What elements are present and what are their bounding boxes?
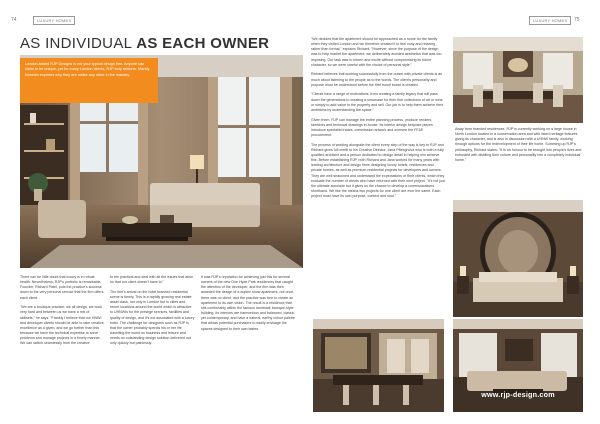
- dining-room-photo: [453, 37, 583, 123]
- paragraph: There can be little doubt that luxury is in robust health. Nevertheless, RJP's portfolio is remarkable. Founder, Richard Patel, puts the practice's success down to the very personal service that the firm offers each client.: [20, 275, 104, 300]
- body-column-4: [311, 37, 445, 204]
- body-column-2: [110, 275, 195, 351]
- intro-box: [20, 58, 158, 103]
- paragraph: "We are a boutique practice: we all design, we work very hard and between us we have a mix of skillsets," he says. "Frankly I believe that our HNWI and developer clients should be able to take creative excellence as a given, and we go further than this because we have the technical expertise to solve problems and manage projects in a timely manner. We can switch seamlessly from the creative: [20, 305, 104, 346]
- right-section-tag: LUXURY HOMES: [529, 16, 571, 25]
- bedroom-photo: [453, 200, 583, 317]
- paragraph: "Clients have a range of motivations, from creating a family legacy that will pass down the generations to creating a showcase for their fine collections of art or wine or simply to add value to the property and sell. Our job is to help them achieve their ambitions by understanding the space.": [311, 92, 444, 112]
- paragraph: to the practical and deal with all the issues that arise so that our client doesn't have to.": [110, 275, 194, 285]
- article-title: [20, 35, 269, 52]
- left-page-number: 74: [11, 17, 17, 23]
- title-bold: AS EACH OWNER: [136, 35, 270, 52]
- paragraph: "We decided that the apartment should be approached as a home for the family when they visited London and we therefore created it to feel cosy and relaxing rather than formal," explains Richard. "However, since the purpose of the design was to help market the apartment, we deliberately avoided aesthetics that was too imposing. Our task was to inform and excite without compromising its future character, so we were careful with the choice of personal style.": [311, 37, 442, 67]
- lounge-photo: [453, 319, 583, 412]
- paragraph: Away from branded residences, RJP is currently working on a large house in North London located in a conservation area and with listed heritage features giving its character, and is also in discussion with a UHNW family, working through options for the redevelopment of their life home. Summing up RJP's philosophy, Richard states: "It is an honour to be brought into people's lives and entrusted with distilling their culture and personality into a completely individual home.": [455, 127, 582, 162]
- paragraph: Richard believes that working successfully from the outset with private clients is as much about listening to the people as to the words. The client's personality and purpose must be understood before the first mood board is created.: [311, 72, 443, 87]
- paragraph: It was RJP's reputation for achieving just this for several owners of the new One Hyde Park residences that caught the attention of the developer, and the firm was then awarded the design of a duplex show apartment, not once, there was no client, and the practice was free to create an apartment to its own vision. The result is a residence that sits comfortably within the famous landmark baroque-style building. Its interiors are harmonious and balanced, classic yet contemporary, and have a natural, earthy colour palette that allows potential purchasers to easily envisage the spaces designed to their own tastes.: [201, 275, 295, 331]
- kitchen-photo: [313, 319, 444, 412]
- paragraph: The process of working alongside the client every step of the way is key to RJP and Richard gives full credit to his Creative Director, Jana Pfleeghova who is both a fully qualified architect and a person dedicated to design detail in helping him achieve this. Before establishing RJP, both Richard and Jana worked for many years with leading architecture and design firms designing luxury hotels, residences and private homes, as well as premium residential projects for developers and owners. They are well seasoned and understand the expectations of their clients, which they evaluate the number of clients who have returned with their next project. "It's not just the ultimate accolade but it gives us the chance to develop a communications shorthand. We like the means two projects for one client are ever the same. Each project must have its own purpose, context and soul.": [311, 142, 446, 199]
- body-column-5: [455, 127, 585, 168]
- paragraph: Given them, RJP can manage the entire planning process, produce renders, sketches and technical drawings in-house. Its interior design bespoke pieces introduce specialist trades, commission artwork and oversee the FF&E procurement.: [311, 117, 433, 137]
- body-column-1: [20, 275, 105, 351]
- body-column-3: [201, 275, 295, 336]
- right-page-number: 75: [574, 17, 580, 23]
- title-regular: AS INDIVIDUAL: [20, 35, 137, 52]
- paragraph: The firm's arrival on the hotel branded residential scene is timely. This is a rapidly growing real estate asset class, not only in London but in cities and resort locations around the world which is attractive to UHNWIs for the prestige services, facilities and quality of design, and it's not associated with a luxury hotel. The challenge for designers such as RJP is that the owner probably spends his or her life travelling the world on business and leisure and needs an outstanding design solution delivered not only quickly but painlessly.: [110, 289, 195, 346]
- left-section-tag: LUXURY HOMES: [33, 16, 75, 25]
- website-url[interactable]: www.rjp-design.com: [481, 390, 555, 399]
- intro-text: London-based RJP Designs is not your typical design firm. Anyone can claim to be unique, yet for many London clients, RJP truly delivers. Mandy Norwich explores why they are unlike any other in the industry.: [25, 62, 150, 77]
